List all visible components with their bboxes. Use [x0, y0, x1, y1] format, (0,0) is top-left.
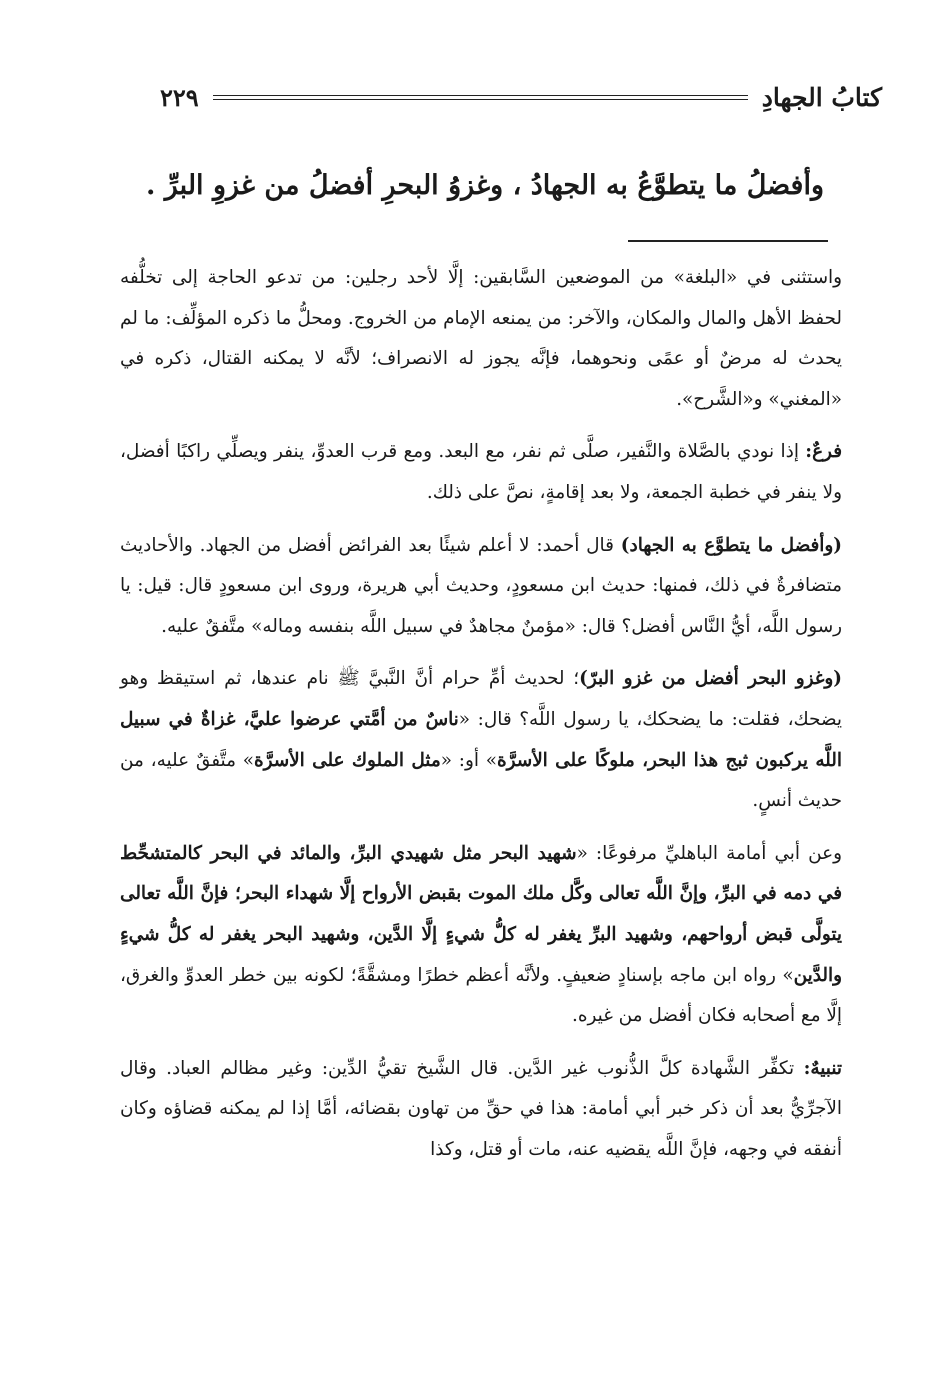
page-number: ٢٢٩: [160, 82, 199, 112]
p6-lead: تنبيهٌ:: [803, 1057, 842, 1079]
p4-text-b: » أو: «: [440, 749, 497, 771]
p4-hadith-2: مثل الملوك على الأسرَّة: [253, 749, 441, 771]
p5-hadith: شهيد البحر مثل شهيدي البرِّ، والمائد في البحر كالمتشحِّط في دمه في البرِّ، وإنَّ اللَّه تعالى وكَّل ملك الموت بقبض الأرواح إلَّا شهداء البحر؛ فإنَّ اللَّه تعالى يتولَّى قبض أرواحهم، وشهيد البرِّ يغفر له كلُّ شيءٍ إلَّا الدَّين، وشهيد البحر يغفر له كلُّ شيءٍ والدَّين: [120, 842, 842, 986]
p1-text: واستثنى في «البلغة» من الموضعين السَّابقين: إلَّا لأحد رجلين: من تدعو الحاجة إلى تخلُّفه لحفظ الأهل والمال والمكان، والآخر: من يمنعه الإمام من الخروج. ومحلُّ ما ذكره المؤلِّف: ما لم يحدث له مرضٌ أو عمًى ونحوهما، فإنَّه يجوز له الانصراف؛ لأنَّه لا يمكنه القتال، ذكره في «المغني» و«الشَّرح».: [120, 267, 842, 410]
running-header: [160, 72, 882, 122]
p4-hadith-1: ناسٌ من أمَّتي عرضوا عليَّ، غزاةٌ في سبيل اللَّه يركبون ثبج هذا البحر، ملوكًا على الأسرَّة: [120, 708, 842, 771]
header-rule-wrap: [199, 95, 762, 100]
paragraph-2: [120, 432, 842, 513]
p4-lead: (وغزو البحر أفضل من غزو البرّ): [579, 668, 843, 690]
commentary-body: [120, 258, 842, 1182]
paragraph-4: [120, 659, 842, 821]
paragraph-1: [120, 258, 842, 420]
p3-text: قال أحمد: لا أعلم شيئًا بعد الفرائض أفضل من الجهاد. والأحاديث متضافرةٌ في ذلك، فمنها: حديث ابن مسعودٍ، وحديث أبي هريرة، وروى ابن مسعودٍ قال: قيل: يا رسول اللَّه، أيُّ النَّاس أفضل؟ قال: «مؤمنٌ مجاهدٌ في سبيل اللَّه بنفسه وماله» متَّفقٌ عليه.: [120, 534, 842, 637]
paragraph-5: [120, 834, 842, 1037]
p4-text-c: » متَّفقٌ عليه، من حديث أنسٍ.: [120, 749, 842, 812]
p4-text-a: ؛ لحديث أمِّ حرام أنَّ النَّبيَّ ﷺ نام عندها، ثم استيقظ وهو يضحك، فقلت: ما يضحكك، يا رسول اللَّه؟ قال: «: [120, 668, 842, 730]
book-title: كتابُ الجهادِ: [761, 82, 882, 112]
p6-text: تكفِّر الشَّهادة كلَّ الذُّنوب غير الدَّين. قال الشَّيخ تقيُّ الدِّين: وغير مظالم العباد. وقال الآجرِّيُّ بعد أن ذكر خبر أبي أمامة: هذا في حقِّ من تهاون بقضائه، أمَّا إذا لم يمكنه قضاؤه وكان أنفقه في وجهه، فإنَّ اللَّه يقضيه عنه، مات أو قتل، وكذا: [120, 1057, 842, 1160]
p5-text-b: » رواه ابن ماجه بإسنادٍ ضعيفٍ. ولأنَّه أعظم خطرًا ومشقَّةً؛ لكونه بين خطر العدوِّ والغرق، إلَّا مع أصحابه فكان أفضل من غيره.: [120, 964, 842, 1027]
paragraph-6: [120, 1049, 842, 1171]
p2-text: إذا نودي بالصَّلاة والنَّفير، صلَّى ثم نفر، مع البعد. ومع قرب العدوِّ، ينفر ويصلِّي راكبًا أفضل، ولا ينفر في خطبة الجمعة، ولا بعد إقامةٍ، نصَّ على ذلك.: [120, 441, 842, 503]
matn-text: وأفضلُ ما يتطوَّعُ به الجهادُ ، وغزوُ البحرِ أفضلُ من غزوِ البرِّ .: [145, 170, 825, 201]
paragraph-3: [120, 526, 842, 648]
p2-lead: فرعٌ:: [805, 441, 842, 463]
p5-text-a: وعن أبي أمامة الباهليِّ مرفوعًا: «: [576, 842, 842, 864]
p3-lead: (وأفضل ما يتطوَّع به الجهاد): [620, 534, 842, 556]
footnote-divider: [628, 240, 828, 242]
header-rule: [213, 95, 748, 100]
